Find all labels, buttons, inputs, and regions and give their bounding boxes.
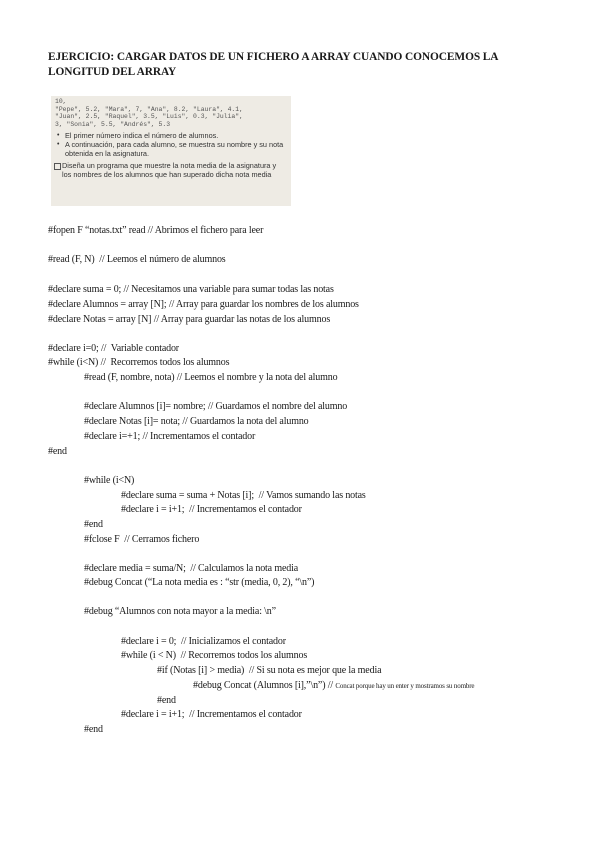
code-line: #fclose F // Cerramos fichero <box>84 534 200 545</box>
code-line: #fopen F “notas.txt” read // Abrimos el fichero para leer <box>48 225 264 236</box>
code-line: 3, "Sonia", 5.5, "Andrés", 5.3 <box>55 120 171 128</box>
code-line: 10, <box>55 98 67 105</box>
code-line: #read (F, nombre, nota) // Leemos el nombre y la nota del alumno <box>84 372 338 383</box>
code-line: #end <box>48 446 67 457</box>
code-line: #declare Alumnos = array [N]; // Array para guardar los nombres de los alumnos <box>48 299 359 310</box>
code-line: #end <box>84 519 103 530</box>
bullet-icon: • <box>57 132 60 140</box>
code-line: #read (F, N) // Leemos el número de alumnos <box>48 254 226 265</box>
code-line: #declare Notas [i]= nota; // Guardamos la nota del alumno <box>84 416 309 427</box>
code-line: #end <box>84 724 103 735</box>
document-title: EJERCICIO: CARGAR DATOS DE UN FICHERO A ARRAY CUANDO CONOCEMOS LA LONGITUD DEL ARRAY <box>48 51 498 78</box>
code-line: #declare Alumnos [i]= nombre; // Guardamos el nombre del alumno <box>84 401 348 412</box>
code-line: #declare i = 0; // Inicializamos el contador <box>121 636 286 647</box>
code-line: #declare i=+1; // Incrementamos el contador <box>84 431 256 442</box>
code-line: #declare i=0; // Variable contador <box>48 343 179 354</box>
code-line: #while (i<N) <box>84 475 135 486</box>
code-line: #declare Notas = array [N] // Array para guardar las notas de los alumnos <box>48 314 331 325</box>
code-line: #debug Concat (“La nota media es : “str (media, 0, 2), “\n”) <box>84 577 315 588</box>
code-line: #declare suma = suma + Notas [i]; // Vamos sumando las notas <box>121 490 366 501</box>
bullet-item: • A continuación, para cada alumno, se muestra su nombre y su nota obtenida en la asignatura. <box>57 139 284 158</box>
bullet-item: • El primer número indica el número de alumnos. <box>57 131 219 141</box>
code-line: #debug “Alumnos con nota mayor a la media: \n” <box>84 606 276 617</box>
code-line: #declare media = suma/N; // Calculamos la nota media <box>84 563 299 574</box>
code-line: #if (Notas [i] > media) // Si su nota es mejor que la media <box>157 665 382 676</box>
code-line: #while (i < N) // Recorremos todos los alumnos <box>121 650 308 661</box>
code-line: #end <box>157 695 176 706</box>
code-line: #declare i = i+1; // Incrementamos el contador <box>121 504 302 515</box>
code-line: #while (i<N) // Recorremos todos los alumnos <box>48 357 230 368</box>
code-line: #debug Concat (Alumnos [i],”\n”) // Concat porque hay un enter y mostramos su nombre <box>193 680 475 691</box>
code-line: #declare i = i+1; // Incrementamos el contador <box>121 709 302 720</box>
code-line: #declare suma = 0; // Necesitamos una variable para sumar todas las notas <box>48 284 334 295</box>
bullet-icon: • <box>57 140 60 148</box>
task-item: Diseña un programa que muestre la nota media de la asignatura y los nombres de los alumnos que han superado dicha nota media <box>51 162 285 179</box>
code-line: "Juan", 2.5, "Raquel", 3.5, "Luis", 0.3, "Julia", <box>55 113 243 121</box>
code-line: "Pepe", 5.2, "Mara", 7, "Ana", 8.2, "Laura", 4.1, <box>55 105 243 113</box>
